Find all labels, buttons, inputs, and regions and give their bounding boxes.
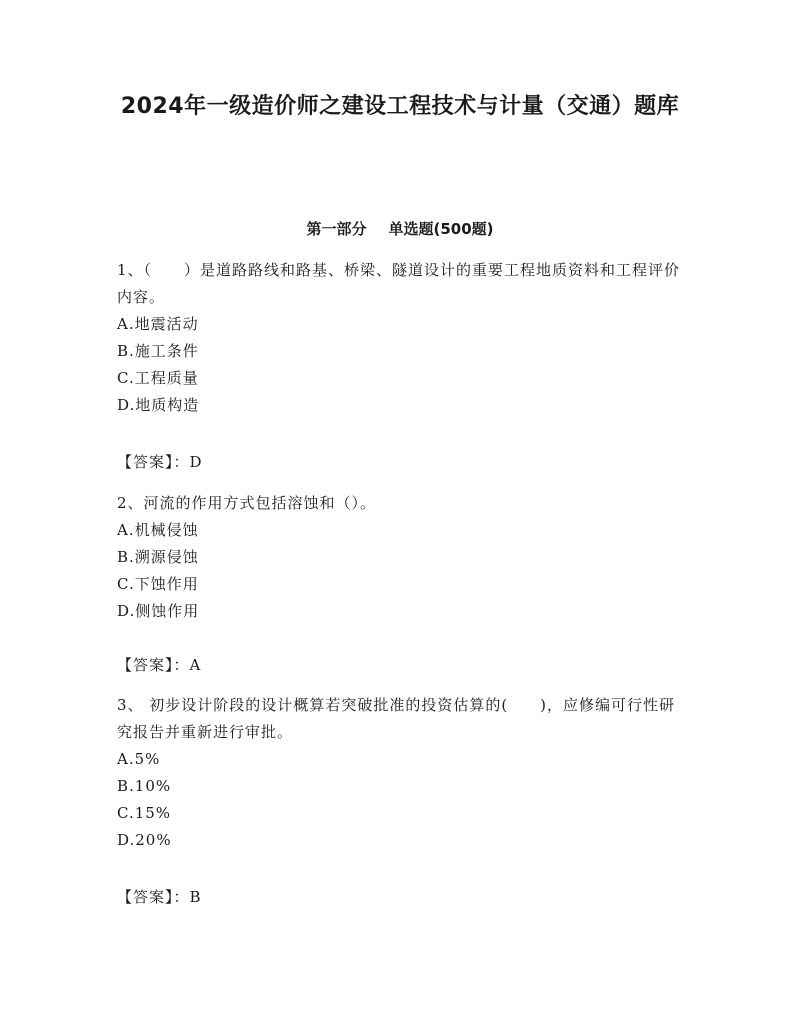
- option-a: A.地震活动: [117, 315, 199, 333]
- question-stem: 1、（ ）是道路路线和路基、桥梁、隧道设计的重要工程地质资料和工程评价内容。: [117, 261, 681, 306]
- section-part: 第一部分: [306, 220, 367, 238]
- question-stem: 3、 初步设计阶段的设计概算若突破批准的投资估算的( )，应修编可行性研究报告并重新进行审批。: [117, 696, 676, 741]
- answer-1: [117, 449, 203, 476]
- question-3: [117, 692, 687, 854]
- question-2: [117, 490, 687, 625]
- answer-label: 【答案】：: [117, 656, 190, 674]
- section-heading: [0, 218, 800, 240]
- question-1: [117, 257, 687, 419]
- option-d: D.地质构造: [117, 396, 200, 414]
- option-c: C.15%: [117, 804, 172, 822]
- section-name: 单选题(500题): [388, 220, 494, 238]
- option-d: D.20%: [117, 831, 172, 849]
- answer-label: 【答案】：: [117, 888, 190, 906]
- option-d: D.侧蚀作用: [117, 602, 200, 620]
- option-b: B.施工条件: [117, 342, 199, 360]
- option-c: C.工程质量: [117, 369, 199, 387]
- answer-value: D: [189, 453, 203, 471]
- option-c: C.下蚀作用: [117, 575, 199, 593]
- option-a: A.机械侵蚀: [117, 521, 199, 539]
- option-a: A.5%: [117, 750, 161, 768]
- option-b: B.10%: [117, 777, 172, 795]
- answer-label: 【答案】：: [117, 453, 190, 471]
- answer-2: [117, 652, 201, 679]
- answer-value: B: [189, 888, 202, 906]
- answer-3: [117, 884, 202, 911]
- document-title: 2024年一级造价师之建设工程技术与计量（交通）题库: [120, 94, 680, 119]
- option-b: B.溯源侵蚀: [117, 548, 199, 566]
- answer-value: A: [189, 656, 202, 674]
- question-stem: 2、河流的作用方式包括溶蚀和（）。: [117, 494, 377, 512]
